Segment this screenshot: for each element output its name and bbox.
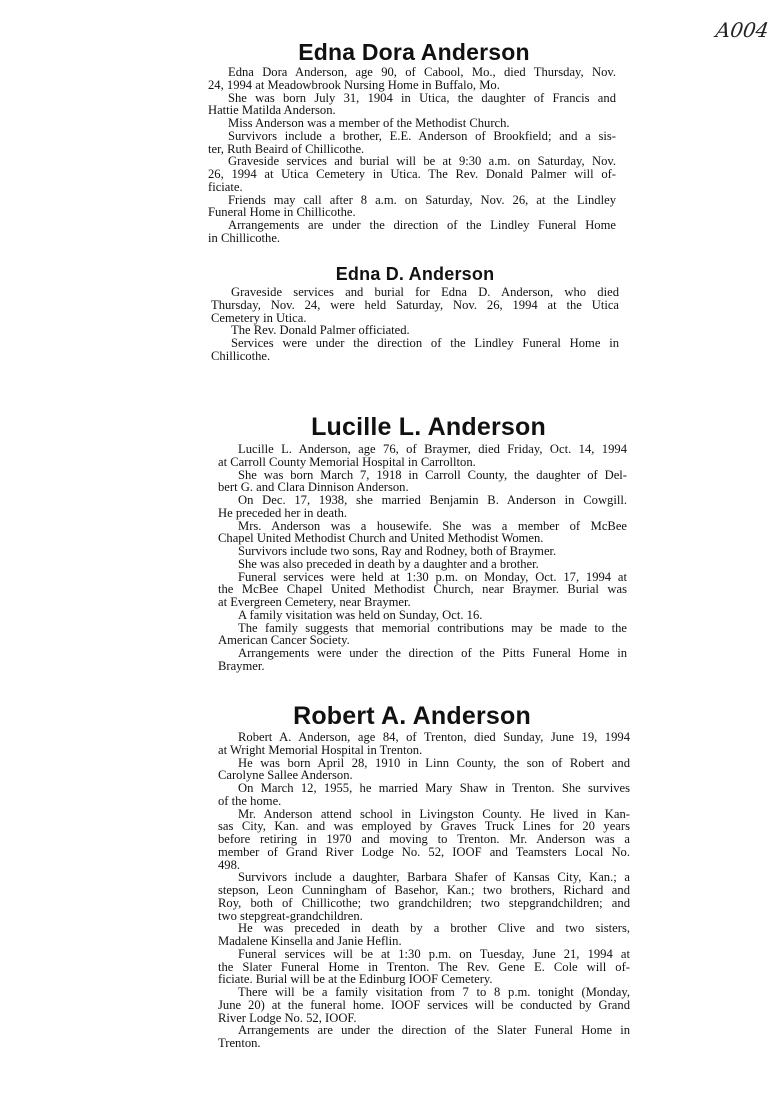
obituary-text-line: Hattie Matilda Anderson.	[208, 103, 336, 118]
obituary-text-line: ter, Ruth Beaird of Chillicothe.	[208, 141, 365, 156]
obituary-body	[211, 286, 619, 363]
obituary-text-line: The Rev. Donald Palmer officiated.	[231, 323, 410, 338]
obituary-text-line: in Chillicothe.	[208, 230, 281, 245]
obituary-text-line: Thursday, Nov. 24, were held Saturday, Nov. 26, 1994 at the Utica	[211, 297, 619, 312]
obituary-edna-dora	[208, 38, 616, 245]
obituary-text-line: River Lodge No. 52, IOOF.	[218, 1010, 357, 1025]
obituary-text-line: the Slater Funeral Home in Trenton. The Rev. Gene E. Cole will of-	[218, 959, 630, 974]
obituary-text-line: Chillicothe.	[211, 348, 271, 363]
obituary-text-line: before retiring in 1970 and moving to Trenton. Mr. Anderson was a	[218, 832, 630, 846]
obituary-text-line: 26, 1994 at Utica Cemetery in Utica. The Rev. Donald Palmer will of-	[208, 167, 616, 181]
obituary-text-line: Survivors include a brother, E.E. Anderson of Brookfield; and a sis-	[228, 128, 616, 143]
obituary-text-line: She was born March 7, 1918 in Carroll County, the daughter of Del-	[238, 467, 627, 482]
obituary-edna-d	[211, 262, 619, 363]
obituary-lucille	[218, 411, 627, 673]
obituary-text-line: Mrs. Anderson was a housewife. She was a member of McBee	[238, 518, 627, 533]
obituary-text-line: Robert A. Anderson, age 84, of Trenton, died Sunday, June 19, 1994	[238, 730, 630, 744]
obituary-text-line: American Cancer Society.	[218, 633, 350, 648]
obituary-text-line: Arrangements are under the direction of the Slater Funeral Home in	[238, 1023, 630, 1038]
obituary-text-line: stepson, Leon Cunningham of Basehor, Kan.; two brothers, Richard and	[218, 883, 630, 897]
obituary-text-line: Miss Anderson was a member of the Methodist Church.	[228, 116, 510, 130]
obituary-title: Edna D. Anderson	[335, 264, 495, 284]
obituary-text-line: There will be a family visitation from 7 to 8 p.m. tonight (Monday,	[238, 985, 630, 999]
obituary-text-line: Arrangements were under the direction of the Pitts Funeral Home in	[238, 646, 627, 660]
obituary-text-line: Lucille L. Anderson, age 76, of Braymer, died Friday, Oct. 14, 1994	[238, 442, 627, 456]
obituary-text-line: The family suggests that memorial contributions may be made to the	[238, 620, 627, 635]
obituary-text-line: Carolyne Sallee Anderson.	[218, 768, 353, 783]
obituary-body	[218, 443, 627, 673]
obituary-text-line: On Dec. 17, 1938, she married Benjamin B. Anderson in Cowgill.	[238, 493, 627, 507]
obituary-text-line: at Carroll County Memorial Hospital in Carrollton.	[218, 454, 476, 469]
obituary-text-line: Survivors include a daughter, Barbara Shafer of Kansas City, Kan.; a	[238, 870, 630, 885]
obituary-text-line: member of Grand River Lodge No. 52, IOOF and Teamsters Local No.	[218, 844, 630, 859]
obituary-text-line: ficiate. Burial will be at the Edinburg IOOF Cemetery.	[218, 972, 493, 987]
obituary-text-line: Funeral Home in Chillicothe.	[208, 205, 356, 220]
handwritten-page-mark: A004	[714, 18, 770, 42]
obituary-text-line: He was born April 28, 1910 in Linn County, the son of Robert and	[238, 755, 630, 770]
obituary-text-line: Funeral services were held at 1:30 p.m. on Monday, Oct. 17, 1994 at	[238, 569, 627, 584]
obituary-text-line: the McBee Chapel United Methodist Church, near Braymer. Burial was	[218, 582, 627, 597]
obituary-text-line: bert G. and Clara Dinnison Anderson.	[218, 480, 409, 495]
obituary-text-line: She was born July 31, 1904 in Utica, the daughter of Francis and	[228, 90, 616, 105]
obituary-text-line: Cemetery in Utica.	[211, 310, 307, 325]
obituary-text-line: of the home.	[218, 793, 282, 808]
obituary-title: Lucille L. Anderson	[311, 413, 546, 441]
obituary-robert	[218, 701, 630, 1050]
obituary-text-line: sas City, Kan. and was employed by Graves Truck Lines for 20 years	[218, 819, 630, 834]
obituary-body	[218, 731, 630, 1050]
obituary-text-line: June 20) at the funeral home. IOOF services will be conducted by Grand	[218, 997, 630, 1012]
obituary-text-line: Edna Dora Anderson, age 90, of Cabool, Mo., died Thursday, Nov.	[228, 65, 616, 79]
obituary-text-line: ficiate.	[208, 179, 243, 194]
obituary-text-line: Graveside services and burial will be at 9:30 a.m. on Saturday, Nov.	[228, 154, 616, 169]
obituary-text-line: Trenton.	[218, 1036, 261, 1050]
obituary-body	[208, 66, 616, 245]
obituary-text-line: Madalene Kinsella and Janie Heflin.	[218, 934, 402, 948]
obituary-text-line: Services were under the direction of the Lindley Funeral Home in	[231, 336, 619, 350]
obituary-text-line: On March 12, 1955, he married Mary Shaw in Trenton. She survives	[238, 781, 630, 795]
obituary-text-line: Survivors include two sons, Ray and Rodney, both of Braymer.	[238, 544, 557, 558]
obituary-text-line: two stepgreat-grandchildren.	[218, 908, 363, 923]
obituary-text-line: Graveside services and burial for Edna D. Anderson, who died	[231, 285, 619, 299]
obituary-text-line: A family visitation was held on Sunday, Oct. 16.	[238, 607, 483, 622]
obituary-title: Robert A. Anderson	[293, 702, 531, 730]
obituary-text-line: Chapel United Methodist Church and United Methodist Women.	[218, 531, 544, 546]
obituary-text-line: Friends may call after 8 a.m. on Saturday, Nov. 26, at the Lindley	[228, 192, 616, 207]
obituary-text-line: 24, 1994 at Meadowbrook Nursing Home in Buffalo, Mo.	[208, 77, 500, 92]
obituary-text-line: He preceded her in death.	[218, 505, 348, 520]
obituary-text-line: Roy, both of Chillicothe; two grandchildren; two stepgrandchildren; and	[218, 895, 630, 910]
obituary-text-line: Arrangements are under the direction of the Lindley Funeral Home	[228, 218, 616, 232]
obituary-text-line: at Evergreen Cemetery, near Braymer.	[218, 595, 411, 609]
obituary-text-line: She was also preceded in death by a daughter and a brother.	[238, 556, 539, 571]
obituary-text-line: He was preceded in death by a brother Clive and two sisters,	[238, 921, 630, 936]
obituary-text-line: Braymer.	[218, 658, 265, 673]
obituary-title: Edna Dora Anderson	[298, 39, 530, 65]
obituary-text-line: at Wright Memorial Hospital in Trenton.	[218, 742, 423, 757]
obituary-text-line: 498.	[218, 857, 241, 872]
obituary-text-line: Mr. Anderson attend school in Livingston County. He lived in Kan-	[238, 806, 630, 821]
obituary-text-line: Funeral services will be at 1:30 p.m. on Tuesday, June 21, 1994 at	[238, 946, 630, 961]
